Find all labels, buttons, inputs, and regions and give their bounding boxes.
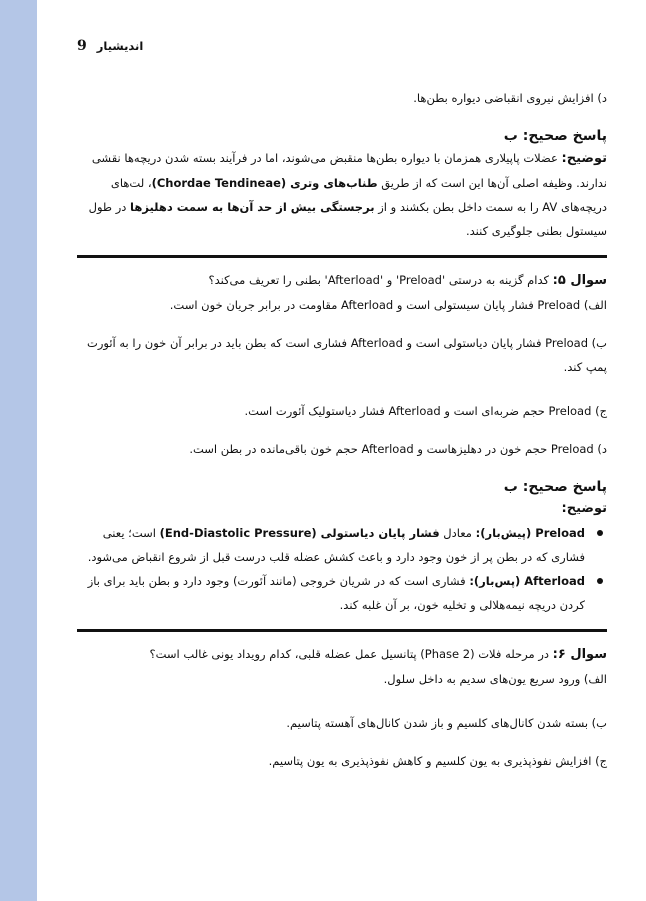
bullet1-bold2: فشار پایان دیاستولی (End-Diastolic Pressure)	[159, 526, 440, 540]
bullet2-term: Afterload (پس‌بار):	[469, 574, 585, 588]
answer5-bullets	[77, 521, 607, 617]
header-title: اندیشیار	[96, 39, 144, 53]
answer4-expl-part1: عضلات پاپیلاری همزمان با دیواره بطن‌ها منقبض می‌شوند، اما در فرآیند بسته شدن دریچه‌ها نقشی ندارند. وظیفه اصلی آن‌ها این است که از طریق	[91, 151, 607, 190]
answer4-expl-part3: در طول سیستول بطنی جلوگیری کنند.	[88, 200, 607, 238]
q5-option-d: د) Preload حجم خون در دهلیزهاست و Afterload حجم خون باقی‌مانده در بطن است.	[189, 442, 607, 456]
answer5-expl-label: توضیح:	[561, 501, 607, 516]
q5-label: سوال ۵:	[552, 273, 607, 288]
page-number: 9	[77, 38, 87, 54]
page-content	[77, 86, 607, 773]
bullet1-part2: است؛ یعنی فشاری که در بطن پر از خون وجود دارد و باعث کشش عضله قلب درست قبل از شروع انقباض می‌شود.	[87, 526, 585, 564]
answer5-title: پاسخ صحیح: ب	[503, 479, 607, 495]
bullet1-part1: معادل	[439, 526, 476, 540]
q6-option-c: ج) افزایش نفوذپذیری به یون کلسیم و کاهش نفوذپذیری به یون پتاسیم.	[268, 754, 607, 768]
q5-text: کدام گزینه به درستی 'Preload' و 'Afterload' بطنی را تعریف می‌کند؟	[208, 273, 553, 287]
answer4-explanation	[77, 146, 607, 243]
answer4-expl-label: توضیح:	[561, 151, 607, 166]
bullet1-term: Preload (پیش‌بار):	[475, 526, 585, 540]
answer4-expl-part2: ، لت‌های دریچه‌های AV را به سمت داخل بطن بکشند و از	[110, 176, 607, 214]
section-divider-2	[77, 629, 607, 632]
answer4-title: پاسخ صحیح: ب	[503, 128, 607, 144]
answer4-expl-bold1: طناب‌های وتری (Chordae Tendineae)	[151, 176, 378, 190]
answer5-bullet-preload	[77, 521, 585, 569]
answer5-bullet-afterload	[77, 569, 585, 617]
q4-option-d: د) افزایش نیروی انقباضی دیواره بطن‌ها.	[413, 91, 607, 105]
answer4-expl-bold2: برجستگی بیش از حد آن‌ها به سمت دهلیزها	[130, 200, 375, 214]
q5-option-c: ج) Preload حجم ضربه‌ای است و Afterload فشار دیاستولیک آئورت است.	[244, 404, 607, 418]
q5-question	[77, 268, 607, 293]
q6-option-b: ب) بسته شدن کانال‌های کلسیم و باز شدن کانال‌های آهسته پتاسیم.	[286, 716, 607, 730]
document-page	[37, 0, 646, 901]
q6-text: در مرحله فلات (Phase 2) پتانسیل عمل عضله قلبی، کدام رویداد یونی غالب است؟	[149, 647, 553, 661]
bullet2-text: فشاری است که در شریان خروجی (مانند آئورت) وجود دارد و بطن باید برای باز کردن دریچه نیمه‌هلالی و تخلیه خون، بر آن غلبه کند.	[87, 574, 585, 612]
page-header	[77, 38, 143, 54]
q5-option-a: الف) Preload فشار پایان سیستولی است و Afterload مقاومت در برابر جریان خون است.	[169, 298, 607, 312]
q5-option-b: ب) Preload فشار پایان دیاستولی است و Afterload فشاری است که بطن باید در برابر آن خون را به آئورت پمپ کند.	[87, 336, 607, 374]
q6-label: سوال ۶:	[552, 647, 607, 662]
left-margin-band	[0, 0, 37, 901]
section-divider	[77, 255, 607, 258]
q6-question	[77, 642, 607, 667]
q6-option-a: الف) ورود سریع یون‌های سدیم به داخل سلول.	[383, 672, 607, 686]
